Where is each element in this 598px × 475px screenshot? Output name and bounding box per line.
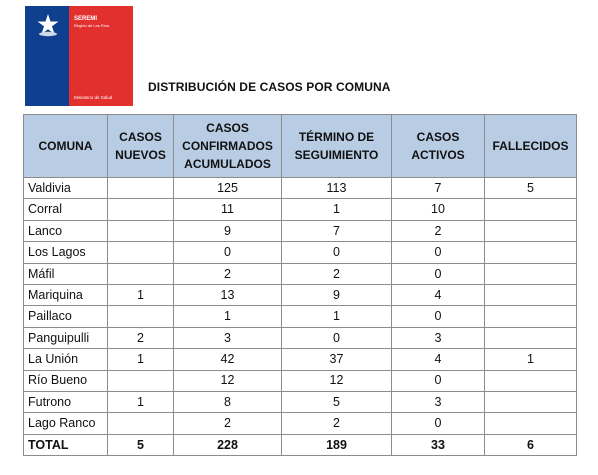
seremi-logo bbox=[25, 6, 133, 106]
cell-casos-activos: 7 bbox=[392, 178, 485, 199]
cell-termino-seguimiento: 5 bbox=[282, 391, 392, 412]
cell-casos-nuevos bbox=[108, 263, 174, 284]
cell-casos-activos: 2 bbox=[392, 220, 485, 241]
cell-termino-seguimiento: 1 bbox=[282, 306, 392, 327]
cell-fallecidos bbox=[485, 220, 577, 241]
cell-fallecidos bbox=[485, 413, 577, 434]
header-termino-seguimiento: TÉRMINO DE SEGUIMIENTO bbox=[282, 115, 392, 178]
cell-casos-nuevos: 1 bbox=[108, 391, 174, 412]
cell-comuna: Corral bbox=[24, 199, 108, 220]
cell-comuna: La Unión bbox=[24, 349, 108, 370]
cell-termino-seguimiento: 113 bbox=[282, 178, 392, 199]
cell-casos-confirmados: 2 bbox=[174, 263, 282, 284]
cell-casos-confirmados: 9 bbox=[174, 220, 282, 241]
cell-casos-confirmados: 13 bbox=[174, 284, 282, 305]
logo-ministry-name: Ministerio de Salud bbox=[74, 95, 113, 100]
document-title: DISTRIBUCIÓN DE CASOS POR COMUNA bbox=[148, 80, 391, 94]
table-row bbox=[24, 391, 577, 412]
cell-fallecidos bbox=[485, 306, 577, 327]
table-row bbox=[24, 199, 577, 220]
cases-table bbox=[23, 114, 577, 456]
cell-termino-seguimiento: 2 bbox=[282, 263, 392, 284]
cell-total-casos-activos: 33 bbox=[392, 434, 485, 455]
logo-org-name: SEREMI bbox=[74, 16, 98, 22]
table-total-row bbox=[24, 434, 577, 455]
cell-casos-confirmados: 2 bbox=[174, 413, 282, 434]
cell-comuna: Río Bueno bbox=[24, 370, 108, 391]
header-casos-activos: CASOS ACTIVOS bbox=[392, 115, 485, 178]
cell-comuna: Panguipulli bbox=[24, 327, 108, 348]
cell-fallecidos bbox=[485, 284, 577, 305]
table-row bbox=[24, 327, 577, 348]
table-row bbox=[24, 349, 577, 370]
cell-casos-nuevos bbox=[108, 370, 174, 391]
cell-comuna: Máfil bbox=[24, 263, 108, 284]
cell-casos-activos: 0 bbox=[392, 242, 485, 263]
cell-casos-activos: 4 bbox=[392, 349, 485, 370]
cell-termino-seguimiento: 0 bbox=[282, 242, 392, 263]
header-casos-nuevos: CASOS NUEVOS bbox=[108, 115, 174, 178]
cell-total-fallecidos: 6 bbox=[485, 434, 577, 455]
cell-casos-nuevos: 1 bbox=[108, 349, 174, 370]
cell-termino-seguimiento: 2 bbox=[282, 413, 392, 434]
cell-casos-confirmados: 12 bbox=[174, 370, 282, 391]
cell-casos-confirmados: 0 bbox=[174, 242, 282, 263]
cell-fallecidos bbox=[485, 242, 577, 263]
cell-casos-activos: 0 bbox=[392, 263, 485, 284]
cell-casos-confirmados: 1 bbox=[174, 306, 282, 327]
cell-casos-confirmados: 125 bbox=[174, 178, 282, 199]
cell-fallecidos bbox=[485, 391, 577, 412]
cell-comuna: Lanco bbox=[24, 220, 108, 241]
table-row bbox=[24, 220, 577, 241]
cell-comuna: Paillaco bbox=[24, 306, 108, 327]
cell-casos-nuevos bbox=[108, 199, 174, 220]
cell-total-casos-confirmados: 228 bbox=[174, 434, 282, 455]
cell-termino-seguimiento: 7 bbox=[282, 220, 392, 241]
cell-termino-seguimiento: 9 bbox=[282, 284, 392, 305]
cell-termino-seguimiento: 37 bbox=[282, 349, 392, 370]
cell-casos-nuevos: 2 bbox=[108, 327, 174, 348]
header-casos-confirmados: CASOS CONFIRMADOS ACUMULADOS bbox=[174, 115, 282, 178]
cell-casos-nuevos bbox=[108, 242, 174, 263]
header-comuna: COMUNA bbox=[24, 115, 108, 178]
header-fallecidos: FALLECIDOS bbox=[485, 115, 577, 178]
cell-comuna: Lago Ranco bbox=[24, 413, 108, 434]
cell-casos-activos: 4 bbox=[392, 284, 485, 305]
cell-casos-activos: 0 bbox=[392, 306, 485, 327]
cell-fallecidos bbox=[485, 370, 577, 391]
cell-comuna: Futrono bbox=[24, 391, 108, 412]
cell-casos-confirmados: 42 bbox=[174, 349, 282, 370]
cell-casos-nuevos: 1 bbox=[108, 284, 174, 305]
cell-casos-activos: 10 bbox=[392, 199, 485, 220]
cell-casos-confirmados: 11 bbox=[174, 199, 282, 220]
cell-casos-activos: 0 bbox=[392, 413, 485, 434]
table-row bbox=[24, 413, 577, 434]
cell-termino-seguimiento: 12 bbox=[282, 370, 392, 391]
cell-total-label: TOTAL bbox=[24, 434, 108, 455]
cell-casos-activos: 3 bbox=[392, 391, 485, 412]
cell-fallecidos: 5 bbox=[485, 178, 577, 199]
cell-fallecidos bbox=[485, 327, 577, 348]
cell-casos-nuevos bbox=[108, 413, 174, 434]
table-row bbox=[24, 178, 577, 199]
cell-casos-confirmados: 3 bbox=[174, 327, 282, 348]
cell-fallecidos bbox=[485, 199, 577, 220]
logo-region-name: Región de Los Ríos bbox=[74, 23, 110, 28]
table-row bbox=[24, 242, 577, 263]
table-row bbox=[24, 263, 577, 284]
cell-total-casos-nuevos: 5 bbox=[108, 434, 174, 455]
cell-casos-nuevos bbox=[108, 220, 174, 241]
cell-termino-seguimiento: 0 bbox=[282, 327, 392, 348]
cell-casos-confirmados: 8 bbox=[174, 391, 282, 412]
cell-fallecidos bbox=[485, 263, 577, 284]
cell-casos-activos: 0 bbox=[392, 370, 485, 391]
cell-casos-activos: 3 bbox=[392, 327, 485, 348]
cell-fallecidos: 1 bbox=[485, 349, 577, 370]
table-row bbox=[24, 284, 577, 305]
coat-of-arms-icon bbox=[35, 13, 61, 37]
table-row bbox=[24, 370, 577, 391]
cell-comuna: Mariquina bbox=[24, 284, 108, 305]
cell-comuna: Valdivia bbox=[24, 178, 108, 199]
cell-casos-nuevos bbox=[108, 306, 174, 327]
cell-total-termino-seguimiento: 189 bbox=[282, 434, 392, 455]
cell-comuna: Los Lagos bbox=[24, 242, 108, 263]
cell-casos-nuevos bbox=[108, 178, 174, 199]
table-header-row bbox=[24, 115, 577, 178]
cell-termino-seguimiento: 1 bbox=[282, 199, 392, 220]
table-row bbox=[24, 306, 577, 327]
